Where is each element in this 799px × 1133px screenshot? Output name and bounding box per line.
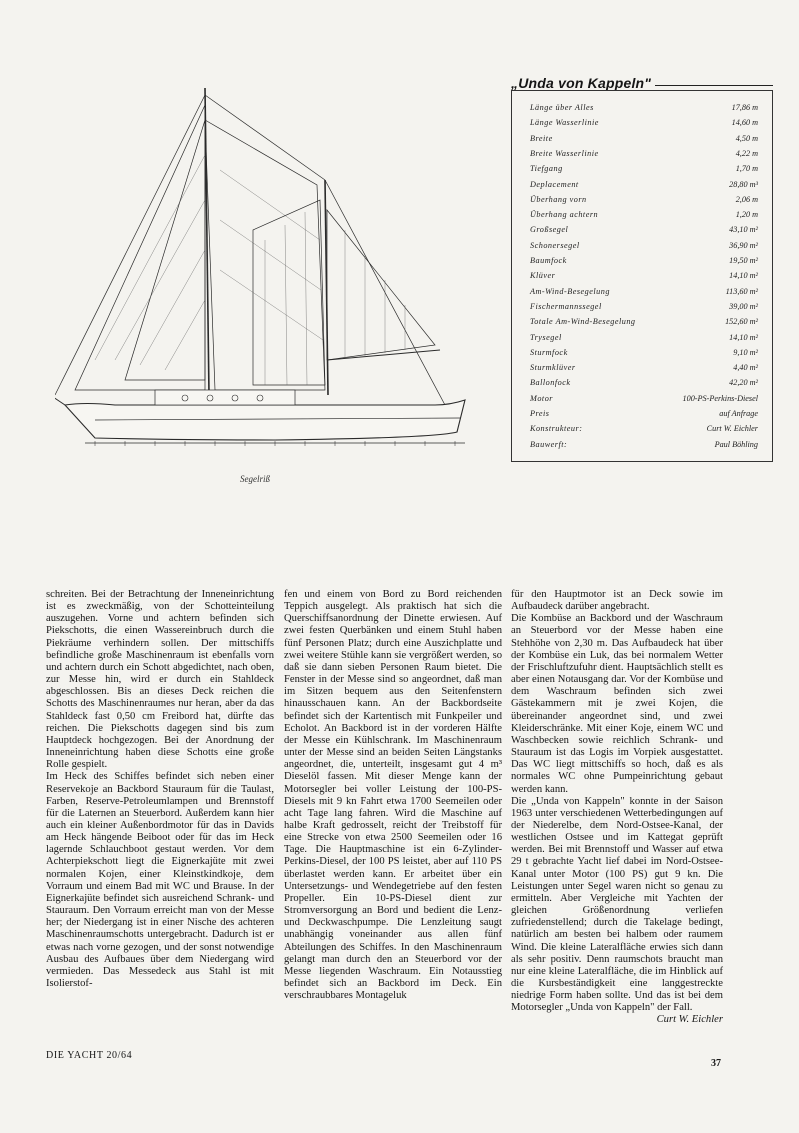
spec-value: 100-PS-Perkins-Diesel <box>682 393 758 403</box>
paragraph: fen und einem von Bord zu Bord reichenden Teppich ausgelegt. Als praktisch hat sich die Querschiffsanordnung der Dinette erwiesen. Auf zwei festen Querbänken und einem Stuhl haben fünf Personen Platz; durch eine Auszichplatte und zwei weitere Stühle kann sie vergrößert werden, so daß sie dann sieben Personen Raum bietet. Die Fenster in der Messe sind so angeordnet, daß man im Sitzen bequem aus den Seitenfenstern hinausschauen kann. An der Backbordseite befindet sich der Kartentisch mit Funkpeiler und Echolot. An Backbord ist in der vorderen Hälfte der Messe ein Kühlschrank. Im Maschinenraum unter der Messe sind an beiden Seiten Längstanks angeordnet, die, unterteilt, insgesamt gut 4 m³ Dieselöl fassen. Mit dieser Menge kann der Motorsegler bei voller Leistung der 100-PS-Diesels mit 9 kn Fahrt etwa 1700 Seemeilen oder acht Tage lang fahren. Wird die Maschine auf halbe Kraft gedrosselt, reicht der Treibstoff für eine Strecke von etwa 2500 Seemeilen oder 16 Tage. Die Hauptmaschine ist ein 6-Zylinder-Perkins-Diesel, der 100 PS leistet, aber auf 110 PS überlastet werden kann. Er arbeitet über ein Untersetzungs- und Wendegetriebe auf den festen Propeller. Ein 10-PS-Diesel dient zur Stromversorgung an Bord und bedient die Lenz- und Deckwaschpumpe. Die Lenzleitung saugt unabhängig voneinander aus allen fünf Abteilungen des Schiffes. In den Maschinenraum gelangt man durch den an Steuerbord vor der Messe liegenden Waschraum. Ein Notausstieg befindet sich an Backbord im Deck. Ein verschraubbares Montageluk <box>284 589 502 1002</box>
article-column-1 <box>46 589 274 990</box>
spec-label: Länge Wasserlinie <box>530 118 599 128</box>
spec-label: Preis <box>530 409 550 418</box>
spec-title-text: „Unda von Kappeln" <box>511 75 652 91</box>
spec-row <box>530 161 758 176</box>
spec-label: Konstrukteur: <box>530 424 583 434</box>
spec-label: Sturmfock <box>530 347 568 357</box>
spec-title <box>511 75 773 91</box>
spec-value: 4,40 m² <box>733 363 758 373</box>
spec-label: Schonersegel <box>530 240 580 250</box>
spec-row <box>530 192 758 207</box>
spec-label: Fischermannssegel <box>530 301 602 311</box>
spec-label: Großsegel <box>530 225 569 235</box>
spec-value: 152,60 m² <box>725 317 758 327</box>
spec-value: 14,60 m <box>731 118 758 128</box>
paragraph: für den Hauptmotor ist an Deck sowie im Aufbaudeck darüber angebracht. <box>511 589 723 613</box>
spec-row <box>530 375 758 390</box>
spec-row <box>530 115 758 130</box>
article-column-3 <box>511 589 723 1027</box>
spec-row <box>530 146 758 161</box>
spec-row <box>530 437 758 452</box>
spec-value: auf Anfrage <box>719 409 758 418</box>
paragraph: Die Kombüse an Backbord und der Waschraum an Steuerbord vor der Messe haben eine Stehhöhe von 2,30 m. Das Aufbaudeck hat über der Kombüse ein Luk, das bei normalem Wetter der Frischluftzufuhr dient. Hauptsächlich stellt es aber einen Notausgang dar. Vor der Kombüse und dem Waschraum befinden sich zwei Gästekammern mit je zwei Kojen, die übereinander angeordnet sind, und zwei Kleiderschränke. Mit einer Koje, einem WC und Waschbecken sowie reichlich Schrank- und Stauraum ist das Logis im Vorpiek ausgestattet. Das WC liegt mittschiffs so hoch, daß es als normales WC ohne Pumpeinrichtung gebaut werden kann. <box>511 613 723 795</box>
spec-label: Bauwerft: <box>530 439 568 449</box>
author-signature: Curt W. Eichler <box>656 1014 723 1026</box>
spec-row <box>530 100 758 115</box>
spec-label: Deplacement <box>530 179 579 189</box>
spec-label: Baumfock <box>530 256 567 265</box>
spec-value: 39,00 m² <box>729 301 758 311</box>
spec-value: Paul Böhling <box>714 439 758 449</box>
spec-value: 4,22 m <box>735 148 758 158</box>
spec-row <box>530 330 758 345</box>
spec-label: Sturmklüver <box>530 363 576 373</box>
spec-value: Curt W. Eichler <box>706 424 758 434</box>
spec-value: 2,06 m <box>735 194 758 204</box>
spec-value: 9,10 m² <box>733 347 758 357</box>
spec-value: 42,20 m² <box>729 378 758 388</box>
spec-table <box>511 90 773 462</box>
paragraph: Im Heck des Schiffes befindet sich neben einer Reservekoje an Backbord Stauraum für die Taulast, Farben, Reserve-Petroleumlampen und Brennstoff für die Laternen an Steuerbord. Außerdem kann hier auch ein kleiner Außenbordmotor für das in Davids am Heck hängende Beiboot oder für das im Heck lagernde Schlauchboot gestaut werden. Vor dem Achterpiekschott liegt die Eignerkajüte mit zwei normalen Kojen, einer Kleinstkindkoje, dem Vorraum und einem Bad mit WC und Brause. In der Eignerkajüte befindet sich ausreichend Schrank- und Stauraum. Den Vorraum erreicht man von der Messe her; der Niedergang ist in einer Nische des achteren Maschinenraumschotts untergebracht. Dadurch ist er etwas nach vorne gezogen, und der sonst notwendige Ausbau des Aufbaues über dem Niedergang wird vermieden. Das Messedeck aus Stahl ist mit Isolierstof- <box>46 771 274 989</box>
spec-row <box>530 314 758 329</box>
title-rule <box>655 85 773 86</box>
figure-caption: Segelriß <box>240 474 270 484</box>
spec-label: Breite Wasserlinie <box>530 148 599 158</box>
spec-label: Tiefgang <box>530 164 563 174</box>
spec-label: Trysegel <box>530 332 562 342</box>
spec-row <box>530 177 758 192</box>
spec-value: 14,10 m² <box>729 332 758 342</box>
spec-value: 113,60 m² <box>725 286 758 296</box>
spec-label: Überhang achtern <box>530 210 599 220</box>
page-number: 37 <box>711 1058 721 1069</box>
sail-plan-drawing <box>55 60 495 465</box>
spec-row <box>530 284 758 299</box>
paragraph: schreiten. Bei der Betrachtung der Inneneinrichtung ist es zweckmäßig, von der Schotteinteilung auszugehen. Vorne und achtern befinden sich Piekschotts, die einen Wassereinbruch durch die Piekräume verhindern sollen. Der mittschiffs befindliche große Maschinenraum ist ebenfalls vorn und achtern durch ein Schott abgedichtet, nach oben, zur Messe hin, wird er durch ein Stahldeck abgeschlossen. Bis an dieses Deck reichen die Schotts des Maschinenraumes nur heran, aber da das Stahldeck fast 0,50 cm Freibord hat, dürfte das reichen. Die Piekschotts dagegen sind bis zum Hauptdeck hochgezogen. Bei der Anordnung der Inneneinrichtung haben diese Schotts eine große Rolle gespielt. <box>46 589 274 771</box>
spec-row <box>530 299 758 314</box>
spec-value: 36,90 m² <box>729 240 758 250</box>
spec-label: Klüver <box>530 271 556 281</box>
spec-row <box>530 391 758 406</box>
spec-label: Überhang vorn <box>530 194 587 204</box>
spec-label: Am-Wind-Besegelung <box>530 286 610 296</box>
spec-value: 43,10 m² <box>729 225 758 235</box>
paragraph <box>511 795 723 1026</box>
magazine-issue: DIE YACHT 20/64 <box>46 1050 133 1061</box>
spec-label: Breite <box>530 133 553 143</box>
spec-row <box>530 360 758 375</box>
spec-row <box>530 238 758 253</box>
spec-row <box>530 253 758 268</box>
spec-value: 28,80 m³ <box>729 179 758 189</box>
spec-value: 14,10 m² <box>729 271 758 281</box>
spec-value: 4,50 m <box>735 133 758 143</box>
spec-row <box>530 268 758 283</box>
paragraph-text: Die „Unda von Kappeln" konnte in der Saison 1963 unter verschiedenen Wetterbedingungen auf der Niederelbe, dem Nord-Ostsee-Kanal, der westlichen Ostsee und im Kattegat geprüft werden. Bei mit Brennstoff und Wasser auf etwa 29 t gebrachte Yacht lief dabei im Nord-Ostsee-Kanal unter Motor (100 PS) gut 9 kn. Die Leistungen unter Segel waren nicht so genau zu ermitteln. Aber Vergleiche mit Yachten der gleichen Größenordnung verliefen zufriedenstellend; durch die Takelage bedingt, natürlich am besten bei halbem oder raumem Wind. Die kleine Lateralfläche erwies sich dann als sehr positiv. Denn raumschots braucht man nur eine kleine Lateralfläche, die im Hinblick auf die Kursbeständigkeit eine langgestreckte niedrige Form haben sollte. Und das ist bei dem Motorsegler „Unda von Kappeln" der Fall. <box>511 795 723 1014</box>
spec-label: Totale Am-Wind-Besegelung <box>530 317 636 327</box>
spec-row <box>530 345 758 360</box>
spec-label: Länge über Alles <box>530 103 594 112</box>
spec-value: 17,86 m <box>731 103 758 112</box>
spec-label: Ballonfock <box>530 378 571 388</box>
spec-value: 1,70 m <box>735 164 758 174</box>
spec-row <box>530 421 758 436</box>
spec-value: 1,20 m <box>735 210 758 220</box>
spec-row <box>530 406 758 421</box>
spec-row <box>530 131 758 146</box>
spec-row <box>530 207 758 222</box>
spec-row <box>530 222 758 237</box>
spec-label: Motor <box>530 393 553 403</box>
spec-value: 19,50 m² <box>729 256 758 265</box>
article-column-2 <box>284 589 502 1002</box>
